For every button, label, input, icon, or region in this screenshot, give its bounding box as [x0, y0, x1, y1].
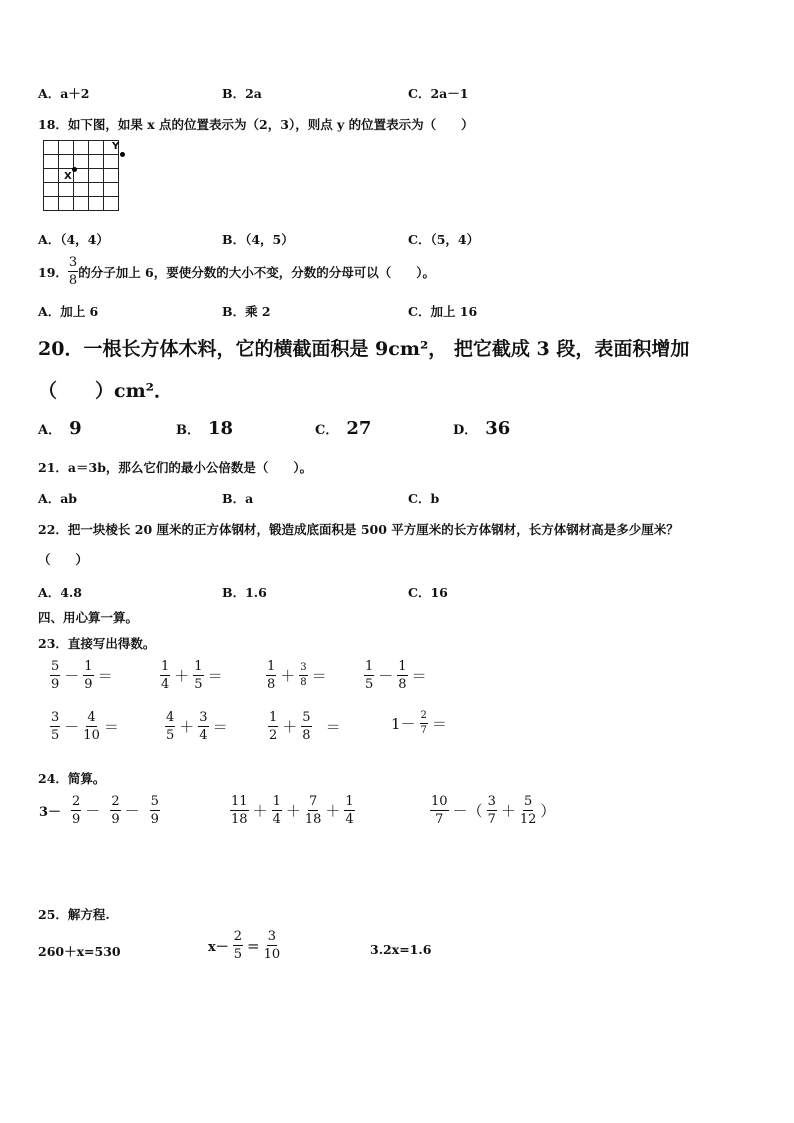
equals-sign: ＝: [207, 667, 223, 685]
q21-option-b: B．a: [222, 491, 254, 506]
equals-sign: ＝: [431, 715, 447, 733]
q19-fraction: [68, 256, 78, 287]
grid-cell: [73, 140, 89, 155]
operator: －: [64, 718, 80, 736]
denominator: 9: [84, 677, 93, 692]
denominator: 8: [398, 677, 407, 692]
grid-cell: [58, 154, 74, 169]
operator: ＋: [174, 667, 190, 685]
grid-cell: [58, 196, 74, 211]
denominator: 2: [269, 728, 278, 743]
operator: ＋: [325, 802, 341, 820]
section-4-title: 四、用心算一算。: [38, 610, 139, 625]
grid-cell: [43, 154, 59, 169]
numerator: 5: [523, 794, 533, 809]
operator: ＋: [252, 802, 268, 820]
denominator: 7: [435, 812, 444, 827]
numerator: 11: [231, 794, 248, 809]
numerator: 2: [72, 794, 81, 809]
q20-option-c: [315, 418, 371, 439]
grid-cell: [103, 182, 119, 197]
fraction: [198, 711, 208, 742]
numerator: 4: [87, 710, 96, 725]
fraction: [520, 795, 537, 826]
q24-title: 24．简算。: [38, 771, 106, 786]
denominator: 8: [267, 677, 276, 692]
q20-option-a-value: 9: [69, 418, 82, 439]
q20-option-a: [38, 418, 82, 439]
operator: ＋: [500, 802, 516, 820]
fraction: [193, 660, 203, 691]
denominator: 18: [231, 812, 248, 827]
grid-cell: [73, 196, 89, 211]
q23-expr-4: [364, 660, 428, 691]
q20-option-c-value: 27: [346, 418, 372, 439]
numerator: 1: [161, 659, 170, 674]
q22-option-b: B．1.6: [222, 585, 267, 600]
numerator: 10: [431, 794, 448, 809]
numerator: 1: [194, 659, 203, 674]
grid-cell: [58, 182, 74, 197]
equals-sign: =: [247, 936, 260, 955]
numerator: 3: [51, 710, 60, 725]
q25-equation-3: 3.2x=1.6: [370, 942, 432, 957]
q21-option-c: C．b: [408, 491, 440, 506]
grid-cell: [43, 140, 59, 155]
q23-expr-5: [50, 711, 120, 742]
fraction: [301, 711, 311, 742]
denominator: 5: [194, 677, 203, 692]
operator: ）: [540, 802, 556, 820]
operator: 1－: [391, 715, 416, 733]
fraction: [150, 795, 160, 826]
denominator: 10: [263, 947, 281, 962]
q24-expr-1: [38, 795, 160, 826]
q25-equation-2: [207, 930, 280, 961]
numerator: 2: [420, 711, 428, 724]
denominator: 9: [72, 812, 81, 827]
q22-option-c: C．16: [408, 585, 448, 600]
q19-question: [38, 256, 435, 287]
fraction: [264, 930, 281, 961]
numerator: 4: [166, 710, 175, 725]
equals-sign: ＝: [325, 718, 341, 736]
fraction: [430, 795, 449, 826]
q19-number: 19．: [38, 264, 68, 280]
denominator: 10: [83, 728, 100, 743]
denominator: 18: [304, 812, 322, 827]
equals-sign: ＝: [411, 667, 427, 685]
fraction: [233, 930, 243, 961]
denominator: 7: [420, 725, 427, 736]
q23-expr-8: [390, 711, 448, 736]
q24-expr-2: [230, 795, 355, 826]
q18-option-b: B．（4，5）: [222, 232, 294, 247]
numerator: 1: [267, 659, 276, 674]
numerator: 7: [308, 794, 318, 809]
numerator: 3: [299, 663, 307, 676]
q25-title: 25．解方程.: [38, 907, 110, 922]
operator: －: [85, 802, 101, 820]
fraction: [160, 660, 170, 691]
numerator: 5: [150, 794, 159, 809]
q20-option-b-value: 18: [208, 418, 234, 439]
q22-blank: （ ）: [38, 552, 89, 567]
q18-option-c: C．（5，4）: [408, 232, 480, 247]
q23-title: 23．直接写出得数。: [38, 636, 156, 651]
q21-question: 21．a＝3b，那么它们的最小公倍数是（ ）。: [38, 460, 313, 475]
fraction: [50, 660, 60, 691]
q20-option-b: [176, 418, 233, 439]
grid-cell: [58, 140, 74, 155]
fraction: [266, 660, 276, 691]
leading-term: 3－: [39, 805, 62, 820]
denominator: 12: [519, 812, 537, 827]
q22-question: 22．把一块棱长 20 厘米的正方体钢材，锻造成底面积是 500 平方厘米的长方体钢材，长方体钢材高是多少厘米？: [38, 522, 679, 537]
numerator: 5: [51, 659, 60, 674]
q19-frac-denominator: 8: [68, 273, 78, 288]
q22-option-a: A．4.8: [38, 585, 82, 600]
operator: ＋: [282, 718, 298, 736]
grid-cell: [88, 168, 104, 183]
equals-sign: ＝: [212, 718, 228, 736]
q23-expr-6: [165, 711, 229, 742]
fraction: [420, 711, 428, 736]
denominator: 4: [272, 812, 281, 827]
q23-expr-2: [160, 660, 224, 691]
grid-cell: [103, 168, 119, 183]
q19-option-a: A．加上 6: [38, 304, 99, 319]
fraction: [364, 660, 374, 691]
numerator: 3: [487, 794, 496, 809]
denominator: 4: [199, 728, 208, 743]
fraction: [305, 795, 322, 826]
denominator: 9: [51, 677, 60, 692]
q19-frac-numerator: 3: [68, 255, 78, 270]
fraction: [299, 663, 307, 688]
point-x-label: X: [64, 171, 72, 182]
q23-expr-7: [268, 711, 342, 742]
grid-cell: [103, 154, 119, 169]
grid-cell: [88, 196, 104, 211]
q18-question: 18．如下图，如果 x 点的位置表示为（2，3），则点 y 的位置表示为（ ）: [38, 117, 474, 132]
fraction: [165, 711, 175, 742]
point-y-dot: [120, 152, 125, 157]
q17-option-a: A．a＋2: [38, 86, 90, 101]
grid-cell: [88, 154, 104, 169]
denominator: 8: [302, 728, 311, 743]
fraction: [50, 711, 60, 742]
q23-expr-1: [50, 660, 114, 691]
denominator: 8: [300, 677, 307, 688]
q20-option-b-letter: B．: [176, 423, 200, 438]
q20-option-d-value: 36: [485, 418, 511, 439]
numerator: 1: [365, 659, 374, 674]
denominator: 5: [166, 728, 175, 743]
point-y-label: Y: [112, 141, 120, 152]
numerator: 1: [345, 794, 354, 809]
q19-option-c: C．加上 16: [408, 304, 478, 319]
q25-equation-1: 260＋x=530: [38, 944, 121, 959]
denominator: 5: [51, 728, 60, 743]
numerator: 3: [267, 929, 277, 944]
q18-grid-figure: [43, 140, 123, 215]
numerator: 1: [84, 659, 93, 674]
q20-option-a-letter: A．: [38, 423, 62, 438]
operator: ＋: [285, 802, 301, 820]
fraction: [268, 711, 278, 742]
grid-cell: [73, 182, 89, 197]
q20-option-d: [453, 418, 510, 439]
grid-cell: [43, 196, 59, 211]
fraction: [487, 795, 497, 826]
operator: －: [64, 667, 80, 685]
q20-line1: 20．一根长方体木料，它的横截面积是 9cm²， 把它截成 3 段，表面积增加: [38, 338, 690, 360]
operator: －: [378, 667, 394, 685]
equals-sign: ＝: [311, 667, 327, 685]
grid-cell: [43, 182, 59, 197]
grid-cell: [43, 168, 59, 183]
fraction: [230, 795, 249, 826]
q21-option-a: A．ab: [38, 491, 78, 506]
q18-option-a: A．（4，4）: [38, 232, 109, 247]
denominator: 9: [150, 812, 159, 827]
q17-option-c: C．2a－1: [408, 86, 469, 101]
q23-expr-3: [266, 660, 328, 691]
q17-option-b: B．2a: [222, 86, 262, 101]
denominator: 5: [365, 677, 374, 692]
numerator: 1: [272, 794, 281, 809]
leading-term: x－: [208, 940, 229, 955]
q24-expr-3: [430, 795, 556, 826]
denominator: 4: [161, 677, 170, 692]
denominator: 7: [487, 812, 496, 827]
q19-text: 的分子加上 6，要使分数的大小不变，分数的分母可以（ ）。: [78, 264, 435, 280]
q20-option-c-letter: C．: [315, 423, 339, 438]
denominator: 5: [233, 947, 243, 962]
point-x-dot: [72, 167, 77, 172]
grid-cell: [88, 182, 104, 197]
denominator: 9: [111, 812, 120, 827]
fraction: [71, 795, 81, 826]
numerator: 1: [398, 659, 407, 674]
denominator: 4: [345, 812, 354, 827]
grid-cell: [103, 196, 119, 211]
numerator: 1: [269, 710, 278, 725]
numerator: 3: [199, 710, 208, 725]
numerator: 5: [302, 710, 311, 725]
q20-option-d-letter: D．: [453, 423, 478, 438]
operator: ＋: [280, 667, 296, 685]
fraction: [272, 795, 282, 826]
numerator: 2: [233, 929, 243, 944]
operator: －（: [452, 802, 483, 820]
fraction: [110, 795, 120, 826]
equals-sign: ＝: [103, 718, 119, 736]
fraction: [83, 711, 100, 742]
grid-cell: [88, 140, 104, 155]
equals-sign: ＝: [97, 667, 113, 685]
q20-line2: （ ）cm²．: [38, 380, 173, 402]
fraction: [344, 795, 354, 826]
operator: －: [124, 802, 140, 820]
numerator: 2: [111, 794, 120, 809]
fraction: [83, 660, 93, 691]
q19-option-b: B．乘 2: [222, 304, 271, 319]
operator: ＋: [179, 718, 195, 736]
fraction: [397, 660, 407, 691]
